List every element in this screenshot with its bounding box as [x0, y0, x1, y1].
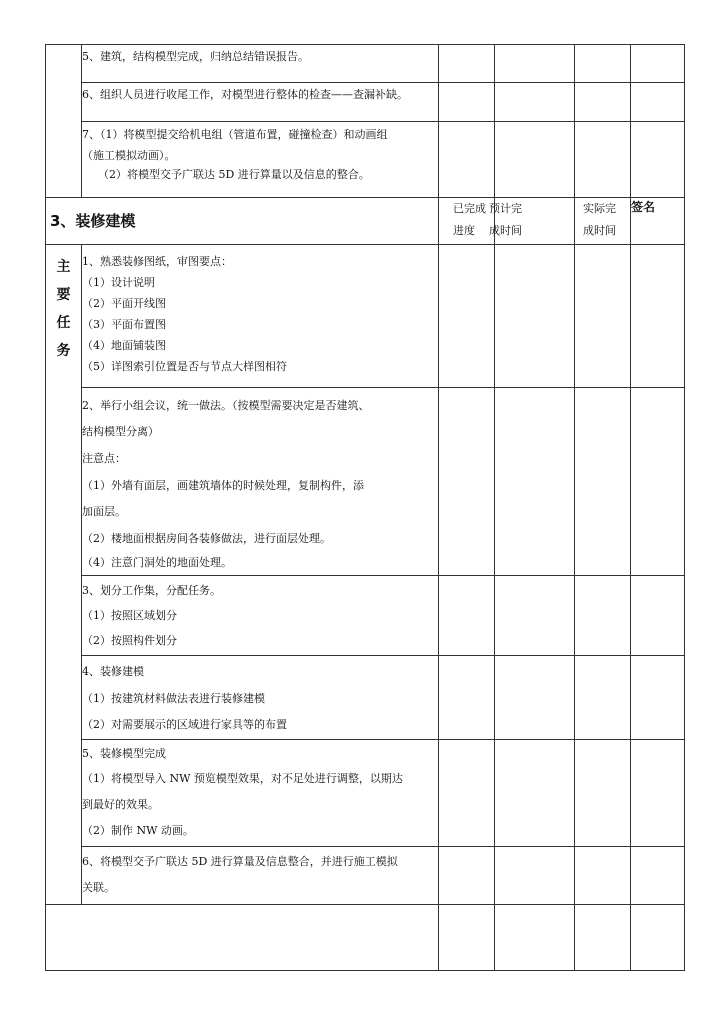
- prev-task-5: [82, 45, 439, 83]
- task-line: 5、建筑，结构模型完成，归纳总结错误报告。: [82, 50, 309, 63]
- task-line: 结构模型分离）: [82, 425, 159, 438]
- header-actual: [575, 198, 631, 245]
- header-planned: [489, 198, 575, 245]
- table-row: [46, 847, 685, 905]
- table-row: [46, 83, 685, 122]
- prev-side-cell: [46, 45, 82, 198]
- task-line: （3）平面布置图: [82, 318, 166, 331]
- table-row: [46, 576, 685, 656]
- task-line: 注意点：: [82, 452, 126, 465]
- task-line: 2、举行小组会议，统一做法。（按模型需要决定是否建筑、: [82, 399, 370, 412]
- task-line: （2）楼地面根据房间各装修做法，进行面层处理。: [82, 532, 331, 545]
- task-line: 1、熟悉装修图纸，审图要点：: [82, 255, 232, 268]
- task-line: （1）外墙有面层，画建筑墙体的时候处理，复制构件，添: [82, 479, 364, 492]
- task-line: （2）平面开线图: [82, 297, 166, 310]
- side-char: 任: [56, 315, 71, 331]
- empty-row: [46, 905, 685, 971]
- task-5: [82, 740, 439, 847]
- header-planned-text: 预计完成时间: [489, 202, 522, 237]
- header-sign: 签名: [631, 198, 685, 245]
- task-line: （1）设计说明: [82, 276, 155, 289]
- section-title: 3、装修建模: [50, 212, 136, 230]
- task-line: 7、（1）将模型提交给机电组（管道布置，碰撞检查）和动画组: [82, 128, 388, 141]
- prev-task-7: [82, 122, 439, 198]
- task-line: （2）制作 NW 动画。: [82, 824, 194, 837]
- task-line: 到最好的效果。: [82, 798, 159, 811]
- header-progress-text: 已完成进度: [453, 202, 486, 237]
- task-4: [82, 656, 439, 740]
- side-label-cell: [46, 245, 82, 905]
- task-line: 关联。: [82, 881, 115, 894]
- task-line: （5）详图索引位置是否与节点大样图相符: [82, 360, 287, 373]
- side-char: 要: [56, 287, 71, 303]
- task-line: 加面层。: [82, 505, 126, 518]
- table-row: [46, 45, 685, 83]
- task-2: [82, 388, 439, 576]
- task-line: （1）按建筑材料做法表进行装修建模: [82, 692, 265, 705]
- task-1: [82, 245, 439, 388]
- prev-task-6: [82, 83, 439, 122]
- task-line: （4）地面铺装图: [82, 339, 166, 352]
- task-line: 6、将模型交予广联达 5D 进行算量及信息整合，并进行施工模拟: [82, 855, 398, 868]
- task-line: 6、组织人员进行收尾工作，对模型进行整体的检查——查漏补缺。: [82, 88, 408, 101]
- table-row: [46, 656, 685, 740]
- task-line: （4）注意门洞处的地面处理。: [82, 556, 232, 569]
- task-3: [82, 576, 439, 656]
- table-row: [46, 740, 685, 847]
- table-row: [46, 388, 685, 576]
- table-row: [46, 245, 685, 388]
- side-char: 务: [56, 343, 71, 359]
- side-label: [46, 245, 81, 365]
- task-line: 3、划分工作集，分配任务。: [82, 584, 221, 597]
- task-line: （1）按照区域划分: [82, 609, 177, 622]
- side-char: 主: [56, 259, 71, 275]
- task-line: （2）将模型交予广联达 5D 进行算量以及信息的整合。: [98, 168, 370, 181]
- table-row: [46, 122, 685, 198]
- task-line: （2）按照构件划分: [82, 634, 177, 647]
- task-table: [45, 44, 685, 971]
- header-actual-text: 实际完成时间: [583, 202, 616, 237]
- task-line: 4、装修建模: [82, 665, 144, 678]
- header-progress: [439, 198, 495, 245]
- task-6: [82, 847, 439, 905]
- task-line: （1）将模型导入 NW 预览模型效果，对不足处进行调整，以期达: [82, 772, 403, 785]
- task-line: （2）对需要展示的区域进行家具等的布置: [82, 718, 287, 731]
- task-line: （施工模拟动画）。: [82, 149, 176, 162]
- section-header-row: [46, 198, 685, 245]
- task-line: 5、装修模型完成: [82, 747, 166, 760]
- section-title-cell: [46, 198, 439, 245]
